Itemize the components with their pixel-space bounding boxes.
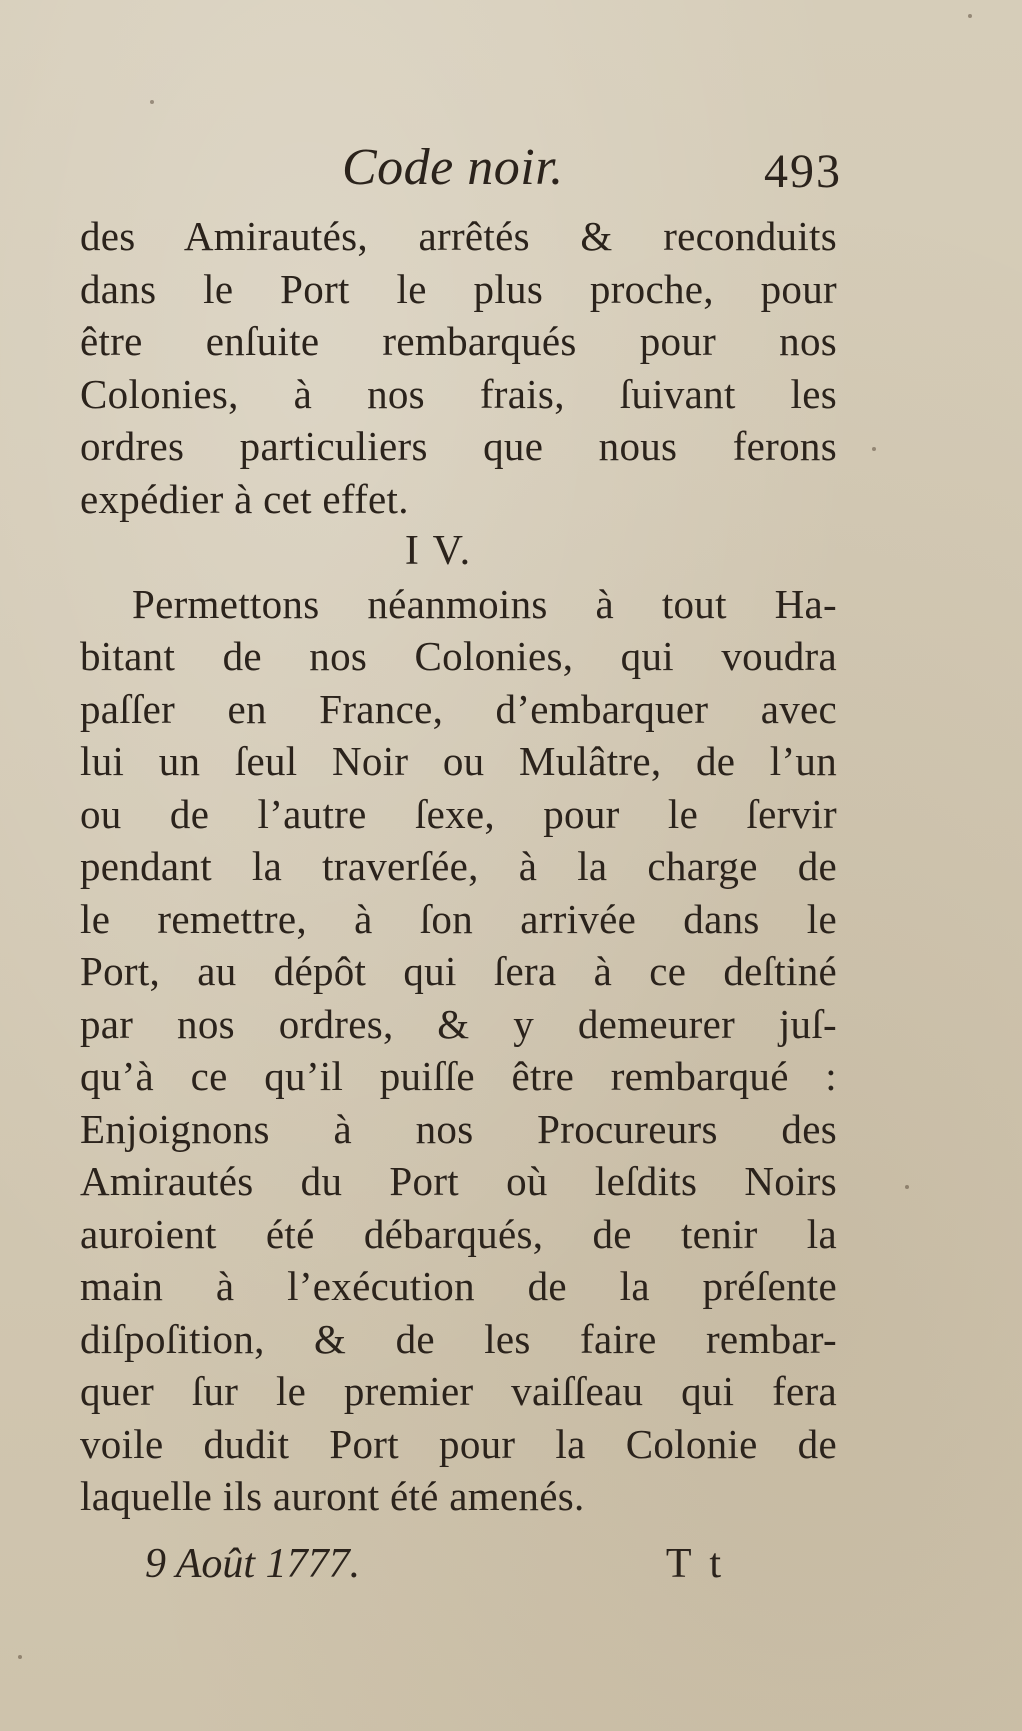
text-line: dans le Port le plus proche, pour <box>80 265 837 312</box>
text-line: main à l’exécution de la préſente <box>80 1263 837 1309</box>
footer-date: 9 Août 1777. <box>145 1541 361 1587</box>
paper-speck <box>968 14 972 18</box>
text-line: ordres particuliers que nous ferons <box>80 423 837 469</box>
text-line: le remettre, à ſon arrivée dans le <box>80 895 837 942</box>
text-line: laquelle ils auront été amenés. <box>80 1473 585 1519</box>
text-line: paſſer en France, d’embarquer avec <box>80 685 837 732</box>
article-heading: I V. <box>404 528 473 574</box>
text-line: voile dudit Port pour la Colonie de <box>80 1420 837 1467</box>
page-number: 493 <box>764 145 842 198</box>
text-line: auroient été débarqués, de tenir la <box>80 1210 837 1257</box>
text-line: des Amirautés, arrêtés & reconduits <box>80 213 837 259</box>
text-line: quer ſur le premier vaiſſeau qui fera <box>80 1368 837 1414</box>
page-footer <box>145 1540 725 1600</box>
text-line: Amirautés du Port où leſdits Noirs <box>80 1158 837 1204</box>
body-text <box>80 210 837 1523</box>
text-line: diſpoſition, & de les faire rembar- <box>80 1315 837 1362</box>
text-line: Enjoignons à nos Procureurs des <box>80 1105 837 1152</box>
text-line: qu’à ce qu’il puiſſe être rembarqué : <box>80 1053 837 1099</box>
paper-speck <box>905 1185 909 1189</box>
text-line: par nos ordres, & y demeurer juſ- <box>80 1000 837 1047</box>
paper-speck <box>872 447 876 451</box>
paper-speck <box>150 100 154 104</box>
text-line: expédier à cet effet. <box>80 475 409 522</box>
text-line: lui un ſeul Noir ou Mulâtre, de l’un <box>80 738 837 784</box>
running-title: Code noir. <box>342 139 564 196</box>
text-line: pendant la traverſée, à la charge de <box>80 843 837 889</box>
paper-speck <box>18 1655 22 1659</box>
text-line: ou de l’autre ſexe, pour le ſervir <box>80 790 837 837</box>
text-line: être enſuite rembarqués pour nos <box>80 318 837 364</box>
page-header <box>82 138 842 208</box>
text-line: Permettons néanmoins à tout Ha- <box>132 580 837 627</box>
text-line: bitant de nos Colonies, qui voudra <box>80 633 837 679</box>
text-line: Port, au dépôt qui ſera à ce deſtiné <box>80 948 837 994</box>
signature-mark: T t <box>665 1541 725 1587</box>
text-line: Colonies, à nos frais, ſuivant les <box>80 370 837 417</box>
